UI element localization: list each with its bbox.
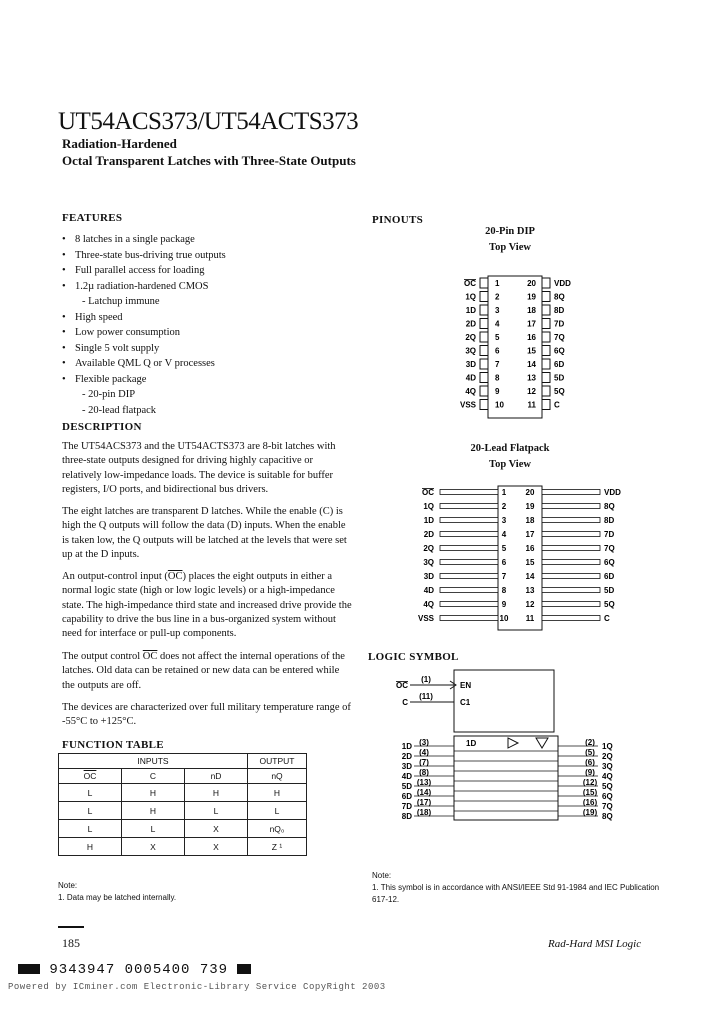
input-label: 6D <box>401 792 412 801</box>
output-pin: (12) <box>582 778 598 787</box>
dip-pin-number: 3 <box>495 306 500 315</box>
flatpack-pin-number: 9 <box>501 600 507 609</box>
input-pin: (8) <box>419 768 429 777</box>
note-title: Note: <box>58 881 78 890</box>
oc-signal: $\overline{OC}$ <box>167 571 183 582</box>
dip-pin-name: 3D <box>465 360 476 369</box>
flatpack-subtitle: Top View <box>489 459 531 470</box>
feature-item: • 8 latches in a single package <box>62 232 352 248</box>
flatpack-pin-name: 2D <box>423 530 434 539</box>
flatpack-pin-name: VDD <box>604 488 621 497</box>
dip-pin-left <box>480 373 488 383</box>
description-paragraph <box>62 570 352 641</box>
output-label: 5Q <box>602 782 613 791</box>
flatpack-pin-number: 17 <box>525 530 535 539</box>
dip-pin-number: 11 <box>527 400 536 410</box>
flatpack-lead-right <box>542 504 600 509</box>
flatpack-pin-name: 5Q <box>604 600 615 609</box>
flatpack-lead-left <box>440 518 498 523</box>
dip-pin-name: 1D <box>465 306 476 315</box>
dip-pin-number: 6 <box>495 346 500 356</box>
flatpack-lead-right <box>542 616 600 621</box>
feature-item: - 20-pin DIP <box>82 389 136 400</box>
latch-block <box>454 736 558 820</box>
flatpack-title: 20-Lead Flatpack <box>470 443 550 454</box>
dip-title: 20-Pin DIP <box>485 226 535 237</box>
dip-pin-name: VSS <box>459 400 476 410</box>
input-label: 2D <box>401 752 412 761</box>
dip-pin-right <box>542 359 550 369</box>
subtitle-2: Octal Transparent Latches with Three-State Outputs <box>62 153 356 168</box>
column-header: nQ <box>248 769 307 784</box>
powered-by-notice: Powered by ICminer.com Electronic-Library Service CopyRight 2003 <box>8 982 386 992</box>
input-label: 4D <box>401 772 412 781</box>
dip-pin-number: 10 <box>495 400 504 410</box>
flatpack-lead-right <box>542 602 600 607</box>
input-pin: (17) <box>416 798 432 807</box>
output-label: 4Q <box>602 772 613 781</box>
dip-pin-left <box>480 386 488 396</box>
c-pin: (11) <box>419 692 433 701</box>
table-cell: nQ₀ <box>248 820 307 838</box>
flatpack-pin-name: 4Q <box>423 600 434 609</box>
dip-subtitle: Top View <box>489 242 531 253</box>
flatpack-pin-number: 13 <box>525 586 535 595</box>
flatpack-pin-name: 5D <box>604 586 615 595</box>
dip-pin-number: 19 <box>527 292 536 302</box>
flatpack-pin-name: 3D <box>423 572 434 581</box>
feature-item: • 1.2µ radiation-hardened CMOS <box>62 279 352 295</box>
output-label: 2Q <box>602 752 613 761</box>
table-cell: X <box>122 838 185 856</box>
three-state-triangle <box>536 738 548 748</box>
flatpack-pin-number: 15 <box>525 558 535 567</box>
table-row <box>59 802 307 820</box>
dip-pin-name: 6Q <box>554 346 565 356</box>
c-label: C <box>402 698 408 707</box>
flatpack-lead-right <box>542 574 600 579</box>
flatpack-pin-name: 3Q <box>423 558 434 567</box>
flatpack-pin-number: 11 <box>525 614 535 623</box>
input-pin: (14) <box>416 788 432 797</box>
dip-pin-number: 2 <box>495 292 500 302</box>
logic-symbol-heading: LOGIC SYMBOL <box>368 651 459 663</box>
description-paragraph <box>62 650 352 693</box>
dip-pin-right <box>542 305 550 315</box>
dip-pin-name: C <box>554 400 560 410</box>
oc-pin: (1) <box>421 675 431 684</box>
flatpack-pin-name: 4D <box>423 586 434 595</box>
function-table-note <box>58 880 176 904</box>
flatpack-pin-number: 1 <box>501 488 507 497</box>
output-label: 7Q <box>602 802 613 811</box>
flatpack-pin-name: C <box>604 614 610 623</box>
output-label: 3Q <box>602 762 613 771</box>
flatpack-lead-right <box>542 532 600 537</box>
features-heading: FEATURES <box>62 212 123 224</box>
dip-pin-name: 8Q <box>554 292 565 302</box>
note-title: Note: <box>372 871 392 880</box>
dip-pin-left <box>480 319 488 329</box>
flatpack-lead-left <box>440 574 498 579</box>
output-pin: (15) <box>582 788 598 797</box>
dip-pin-number: 13 <box>527 373 536 383</box>
dip-pin-left <box>480 292 488 302</box>
flatpack-pin-name: 6D <box>604 572 615 581</box>
flatpack-lead-left <box>440 602 498 607</box>
dip-pin-name: 4D <box>465 373 476 383</box>
input-pin: (18) <box>416 808 432 817</box>
feature-item: - Latchup immune <box>82 296 160 307</box>
dip-pin-number: 18 <box>527 306 536 315</box>
table-row <box>59 838 307 856</box>
one-d-label: 1D <box>466 739 477 748</box>
flatpack-pin-number: 2 <box>501 502 507 511</box>
flatpack-lead-right <box>542 490 600 495</box>
logic-symbol-diagram <box>380 668 630 828</box>
flatpack-pin-name: 1Q <box>423 502 434 511</box>
oc-signal: $\overline{OC}$ <box>142 651 158 662</box>
input-label: 7D <box>401 802 412 811</box>
text-span: The output control <box>62 651 143 662</box>
oc-label: OC <box>396 681 408 690</box>
output-pin: (5) <box>585 748 595 757</box>
flatpack-pin-name: 2Q <box>423 544 434 553</box>
input-label: 3D <box>401 762 412 771</box>
dip-pin-name: 2D <box>465 319 476 329</box>
feature-item: • Available QML Q or V processes <box>62 356 352 372</box>
flatpack-pin-number: 5 <box>501 544 507 553</box>
table-row <box>59 784 307 802</box>
dip-diagram <box>440 270 590 430</box>
table-cell: H <box>59 838 122 856</box>
flatpack-lead-left <box>440 616 498 621</box>
dip-pin-name: 1Q <box>465 292 476 302</box>
barcode-text: 9343947 0005400 739 <box>49 962 229 978</box>
features-list <box>62 232 352 418</box>
table-cell: H <box>248 784 307 802</box>
table-cell: L <box>185 802 248 820</box>
table-cell: H <box>185 784 248 802</box>
note-text: 1. This symbol is in accordance with ANSI/IEEE Std 91-1984 and IEC Publication 617-12. <box>372 883 660 904</box>
table-row <box>59 820 307 838</box>
dip-pin-number: 12 <box>527 387 536 396</box>
feature-item: • Flexible package <box>62 372 352 388</box>
dip-pin-name: 2Q <box>465 333 476 342</box>
dip-pin-right <box>542 346 550 356</box>
flatpack-pin-number: 18 <box>525 516 535 525</box>
output-pin: (6) <box>585 758 595 767</box>
en-label: EN <box>460 681 472 690</box>
barcode-number <box>18 962 251 978</box>
text-span: An output-control input ( <box>62 571 168 582</box>
flatpack-pin-number: 7 <box>501 572 507 581</box>
feature-item: • Single 5 volt supply <box>62 341 352 357</box>
dip-pin-number: 4 <box>495 319 500 329</box>
flatpack-lead-right <box>542 518 600 523</box>
dip-pin-right <box>542 292 550 302</box>
dip-pin-left <box>480 359 488 369</box>
output-label: 1Q <box>602 742 613 751</box>
flatpack-pin-number: 16 <box>525 544 535 553</box>
input-pin: (7) <box>419 758 429 767</box>
output-label: 6Q <box>602 792 613 801</box>
column-header: C <box>122 769 185 784</box>
flatpack-lead-right <box>542 588 600 593</box>
output-label: 8Q <box>602 812 613 821</box>
feature-item: • Low power consumption <box>62 325 352 341</box>
c1-label: C1 <box>460 698 471 707</box>
text-span: does not affect the internal operations of the latches. Old data can be retained or new data can be entered while the outputs are off. <box>62 651 345 691</box>
dip-pin-number: 1 <box>495 279 500 288</box>
flatpack-pin-number: 19 <box>525 502 535 511</box>
text-span: ) places the eight outputs in either a normal logic state (high or low logic levels) or a high-impedance state. The high-impedance third state and increased drive provide the capability to drive the bus line in a bus-organized system without need for interface or pull-up components. <box>62 571 352 640</box>
description-paragraph: The devices are characterized over full military temperature range of -55°C to +125°C. <box>62 702 351 728</box>
column-header: nD <box>185 769 248 784</box>
flatpack-pin-number: 14 <box>525 572 535 581</box>
flatpack-pin-name: 8D <box>604 516 615 525</box>
footer-rule <box>58 926 84 928</box>
flatpack-pin-name: 7D <box>604 530 615 539</box>
dip-pin-name: 6D <box>554 360 565 369</box>
flatpack-pin-name: 6Q <box>604 558 615 567</box>
table-cell: L <box>59 784 122 802</box>
input-label: 8D <box>401 812 412 821</box>
flatpack-diagram <box>410 482 630 634</box>
table-cell: H <box>122 802 185 820</box>
page-title: UT54ACS373/UT54ACTS373 <box>58 108 359 135</box>
table-cell: H <box>122 784 185 802</box>
dip-pin-number: 5 <box>495 333 500 342</box>
dip-pin-name: 5D <box>554 373 565 383</box>
flatpack-pin-number: 10 <box>499 614 509 623</box>
output-pin: (19) <box>582 808 598 817</box>
dip-pin-number: 7 <box>495 360 500 369</box>
dip-pin-name: 7D <box>554 319 565 329</box>
input-label: 1D <box>401 742 412 751</box>
dip-pin-left <box>480 305 488 315</box>
buffer-triangle <box>508 738 518 748</box>
output-header: OUTPUT <box>248 754 307 769</box>
function-table <box>58 753 307 856</box>
input-pin: (13) <box>416 778 432 787</box>
page-number: 185 <box>62 936 80 950</box>
dip-pin-name: VDD <box>554 279 571 288</box>
flatpack-pin-number: 12 <box>525 600 535 609</box>
flatpack-pin-number: 8 <box>501 586 507 595</box>
dip-pin-right <box>542 400 550 410</box>
feature-item: • Full parallel access for loading <box>62 263 352 279</box>
description-heading: DESCRIPTION <box>62 421 142 433</box>
barcode-block <box>237 964 251 974</box>
input-pin: (3) <box>419 738 429 747</box>
function-table-heading: FUNCTION TABLE <box>62 739 164 751</box>
pinouts-heading: PINOUTS <box>372 214 423 226</box>
dip-pin-number: 17 <box>527 319 536 329</box>
flatpack-lead-left <box>440 588 498 593</box>
flatpack-lead-left <box>440 560 498 565</box>
flatpack-lead-right <box>542 546 600 551</box>
flatpack-lead-left <box>440 546 498 551</box>
table-cell: L <box>59 802 122 820</box>
dip-pin-number: 16 <box>527 333 536 342</box>
feature-item: • Three-state bus-driving true outputs <box>62 248 352 264</box>
dip-pin-name: 8D <box>554 306 565 315</box>
dip-pin-left <box>480 346 488 356</box>
inputs-header: INPUTS <box>59 754 248 769</box>
section-name: Rad-Hard MSI Logic <box>548 938 642 950</box>
dip-pin-left <box>480 332 488 342</box>
dip-pin-name: 7Q <box>554 333 565 342</box>
output-pin: (16) <box>582 798 598 807</box>
description-paragraph: The eight latches are transparent D latches. While the enable (C) is high the Q outputs will follow the data (D) inputs. When the enable is taken low, the Q outputs will be latched at the levels that were set up at the D inputs. <box>62 506 347 560</box>
flatpack-pin-number: 3 <box>501 516 507 525</box>
feature-item: • High speed <box>62 310 352 326</box>
flatpack-lead-left <box>440 532 498 537</box>
subtitle-1: Radiation-Hardened <box>62 136 177 151</box>
flatpack-pin-name: OC <box>422 488 434 497</box>
flatpack-lead-left <box>440 490 498 495</box>
flatpack-pin-number: 6 <box>501 558 507 567</box>
dip-pin-name: 3Q <box>465 346 476 356</box>
table-cell: L <box>59 820 122 838</box>
dip-pin-name: 5Q <box>554 387 565 396</box>
dip-pin-right <box>542 332 550 342</box>
dip-pin-left <box>480 278 488 288</box>
note-text: 1. Data may be latched internally. <box>58 893 177 902</box>
table-cell: X <box>185 838 248 856</box>
dip-pin-name: 4Q <box>465 387 476 396</box>
input-pin: (4) <box>419 748 429 757</box>
table-cell: L <box>122 820 185 838</box>
flatpack-pin-number: 4 <box>501 530 507 539</box>
dip-pin-number: 8 <box>495 373 500 383</box>
dip-pin-number: 20 <box>527 279 536 288</box>
flatpack-pin-name: 7Q <box>604 544 615 553</box>
flatpack-pin-name: 1D <box>423 516 434 525</box>
input-label: 5D <box>401 782 412 791</box>
dip-pin-left <box>480 400 488 410</box>
dip-pin-right <box>542 386 550 396</box>
output-pin: (2) <box>585 738 595 747</box>
dip-pin-number: 9 <box>495 387 500 396</box>
dip-pin-number: 15 <box>527 346 536 356</box>
output-pin: (9) <box>585 768 595 777</box>
description-paragraph: The UT54ACS373 and the UT54ACTS373 are 8-bit latches with three-state outputs designed for driving highly capacitive or relatively low-impedance loads. The device is suitable for buffer registers, I/O ports, and bidirectional bus drivers. <box>62 441 336 495</box>
flatpack-lead-right <box>542 560 600 565</box>
feature-item: - 20-lead flatpack <box>82 404 157 416</box>
dip-pin-right <box>542 319 550 329</box>
flatpack-pin-name: VSS <box>417 614 434 623</box>
flatpack-pin-name: 8Q <box>604 502 615 511</box>
flatpack-pin-number: 20 <box>525 488 535 497</box>
logic-symbol-note <box>372 870 662 906</box>
table-cell: L <box>248 802 307 820</box>
dip-pin-right <box>542 373 550 383</box>
table-cell: Z ¹ <box>248 838 307 856</box>
table-cell: X <box>185 820 248 838</box>
barcode-block <box>18 964 40 974</box>
column-header: $\overline{OC}$ <box>59 769 122 784</box>
flatpack-lead-left <box>440 504 498 509</box>
dip-pin-number: 14 <box>527 360 536 369</box>
dip-pin-name: OC <box>464 279 476 288</box>
dip-pin-right <box>542 278 550 288</box>
